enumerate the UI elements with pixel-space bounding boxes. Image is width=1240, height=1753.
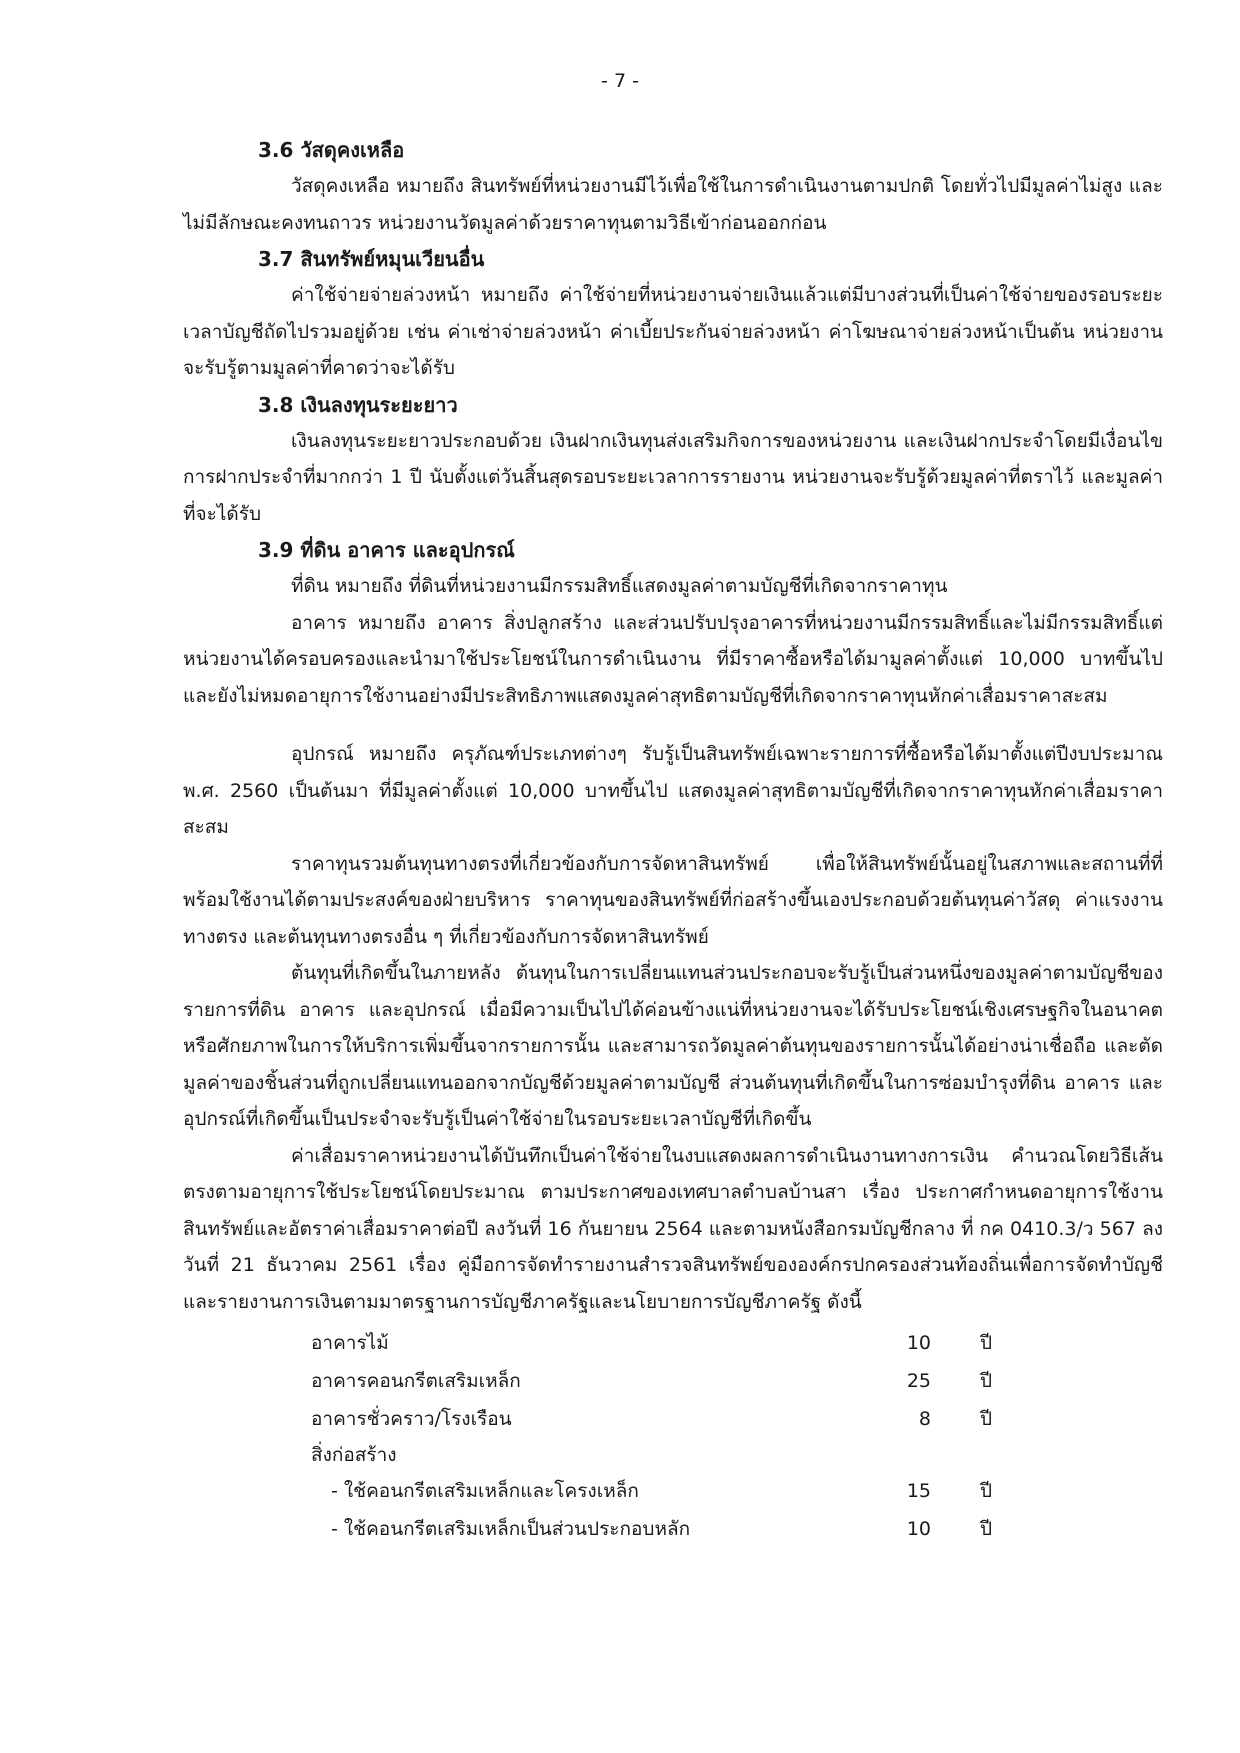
asset-name: อาคารไม้ (311, 1332, 389, 1354)
list-item (311, 1324, 1041, 1362)
years-unit: ปี (979, 1332, 993, 1354)
paragraph-cost: ราคาทุนรวมต้นทุนทางตรงที่เกี่ยวข้องกับการจัดหาสินทรัพย์ เพื่อให้สินทรัพย์นั้นอยู่ในสภาพและสถานที่ที่พร้อมใช้งานได้ตามประสงค์ของฝ่ายบริหาร ราคาทุนของสินทรัพย์ที่ก่อสร้างขึ้นเองประกอบด้วยต้นทุนค่าวัสดุ ค่าแรงงานทางตรง และต้นทุนทางตรงอื่น ๆ ที่เกี่ยวข้องกับการจัดหาสินทรัพย์ (183, 852, 1163, 948)
section-title: 3.8 เงินลงทุนระยะยาว (258, 392, 458, 417)
section-title: 3.9 ที่ดิน อาคาร และอุปกรณ์ (258, 538, 515, 562)
years-unit: ปี (979, 1408, 993, 1430)
paragraph: เงินลงทุนระยะยาวประกอบด้วย เงินฝากเงินทุนส่งเสริมกิจการของหน่วยงาน และเงินฝากประจำโดยมีเงื่อนไขการฝากประจำที่มากกว่า 1 ปี นับตั้งแต่วันสิ้นสุดรอบระยะเวลาการรายงาน หน่วยงานจะรับรู้ด้วยมูลค่าที่ตราไว้ และมูลค่าที่จะได้รับ (183, 429, 1163, 525)
asset-years: 8 (918, 1408, 931, 1430)
paragraph-building: อาคาร หมายถึง อาคาร สิ่งปลูกสร้าง และส่วนปรับปรุงอาคารที่หน่วยงานมีกรรมสิทธิ์และไม่มีกรรมสิทธิ์แต่หน่วยงานได้ครอบครองและนำมาใช้ประโยชน์ในการดำเนินงาน ที่มีราคาซื้อหรือได้มามูลค่าตั้งแต่ 10,000 บาทขึ้นไป และยังไม่หมดอายุการใช้งานอย่างมีประสิทธิภาพแสดงมูลค่าสุทธิตามบัญชีที่เกิดจากราคาทุนหักค่าเสื่อมราคาสะสม (183, 611, 1163, 707)
section-3-6 (183, 132, 1163, 241)
depreciation-list (311, 1324, 1041, 1548)
asset-name: - ใช้คอนกรีตเสริมเหล็กเป็นส่วนประกอบหลัก (331, 1518, 691, 1540)
asset-years: 10 (906, 1518, 931, 1540)
years-unit: ปี (979, 1480, 993, 1502)
paragraph-land: ที่ดิน หมายถึง ที่ดินที่หน่วยงานมีกรรมสิทธิ์แสดงมูลค่าตามบัญชีที่เกิดจากราคาทุน (291, 575, 948, 597)
section-3-8 (183, 387, 1163, 533)
asset-name: อาคารคอนกรีตเสริมเหล็ก (311, 1370, 521, 1392)
paragraph: วัสดุคงเหลือ หมายถึง สินทรัพย์ที่หน่วยงานมีไว้เพื่อใช้ในการดำเนินงานตามปกติ โดยทั่วไปมีมูลค่าไม่สูง และไม่มีลักษณะคงทนถาวร หน่วยงานวัดมูลค่าด้วยราคาทุนตามวิธีเข้าก่อนออกก่อน (183, 175, 1163, 234)
paragraph-equipment: อุปกรณ์ หมายถึง ครุภัณฑ์ประเภทต่างๆ รับรู้เป็นสินทรัพย์เฉพาะรายการที่ซื้อหรือได้มาตั้งแต่ปีงบประมาณ พ.ศ. 2560 เป็นต้นมา ที่มีมูลค่าตั้งแต่ 10,000 บาทขึ้นไป แสดงมูลค่าสุทธิตามบัญชีที่เกิดจากราคาทุนหักค่าเสื่อมราคาสะสม (183, 743, 1163, 838)
years-unit: ปี (979, 1370, 993, 1392)
section-title: 3.6 วัสดุคงเหลือ (258, 138, 405, 162)
page-number: - 7 - (601, 70, 639, 92)
list-item (311, 1400, 1041, 1438)
asset-name: - ใช้คอนกรีตเสริมเหล็กและโครงเหล็ก (331, 1480, 639, 1502)
list-item (311, 1510, 1041, 1548)
asset-years: 15 (906, 1480, 931, 1502)
asset-years: 25 (906, 1370, 931, 1392)
group-label: สิ่งก่อสร้าง (311, 1444, 397, 1466)
list-group-heading (311, 1438, 1041, 1472)
paragraph-depreciation: ค่าเสื่อมราคาหน่วยงานได้บันทึกเป็นค่าใช้จ่ายในงบแสดงผลการดำเนินงานทางการเงิน คำนวณโดยวิธีเส้นตรงตามอายุการใช้ประโยชน์โดยประมาณ ตามประกาศของเทศบาลตำบลบ้านสา เรื่อง ประกาศกำหนดอายุการใช้งานสินทรัพย์และอัตราค่าเสื่อมราคาต่อปี ลงวันที่ 16 กันยายน 2564 และตามหนังสือกรมบัญชีกลาง ที่ กค 0410.3/ว 567 ลงวันที่ 21 ธันวาคม 2561 เรื่อง คู่มือการจัดทำรายงานสำรวจสินทรัพย์ขององค์กรปกครองส่วนท้องถิ่นเพื่อการจัดทำบัญชีและรายงานการเงินตามมาตรฐานการบัญชีภาครัฐและนโยบายการบัญชีภาครัฐ ดังนี้ (183, 1144, 1163, 1313)
years-unit: ปี (979, 1518, 993, 1540)
paragraph-subsequent-cost: ต้นทุนที่เกิดขึ้นในภายหลัง ต้นทุนในการเปลี่ยนแทนส่วนประกอบจะรับรู้เป็นส่วนหนึ่งของมูลค่าตามบัญชีของรายการที่ดิน อาคาร และอุปกรณ์ เมื่อมีความเป็นไปได้ค่อนข้างแน่ที่หน่วยงานจะได้รับประโยชน์เชิงเศรษฐกิจในอนาคตหรือศักยภาพในการให้บริการเพิ่มขึ้นจากรายการนั้น และสามารถวัดมูลค่าต้นทุนของรายการนั้นได้อย่างน่าเชื่อถือ และตัดมูลค่าของชิ้นส่วนที่ถูกเปลี่ยนแทนออกจากบัญชีด้วยมูลค่าตามบัญชี ส่วนต้นทุนที่เกิดขึ้นในการซ่อมบำรุงที่ดิน อาคาร และอุปกรณ์ที่เกิดขึ้นเป็นประจำจะรับรู้เป็นค่าใช้จ่ายในรอบระยะเวลาบัญชีที่เกิดขึ้น (183, 962, 1163, 1130)
list-item (311, 1362, 1041, 1400)
asset-years: 10 (906, 1332, 931, 1354)
list-item (311, 1472, 1041, 1510)
section-3-7 (183, 241, 1163, 387)
section-3-9 (183, 532, 1163, 1320)
document-body (183, 132, 1163, 1548)
asset-name: อาคารชั่วคราว/โรงเรือน (311, 1408, 512, 1430)
section-title: 3.7 สินทรัพย์หมุนเวียนอื่น (258, 247, 485, 271)
paragraph: ค่าใช้จ่ายจ่ายล่วงหน้า หมายถึง ค่าใช้จ่ายที่หน่วยงานจ่ายเงินแล้วแต่มีบางส่วนที่เป็นค่าใช้จ่ายของรอบระยะเวลาบัญชีถัดไปรวมอยู่ด้วย เช่น ค่าเช่าจ่ายล่วงหน้า ค่าเบี้ยประกันจ่ายล่วงหน้า ค่าโฆษณาจ่ายล่วงหน้าเป็นต้น หน่วยงานจะรับรู้ตามมูลค่าที่คาดว่าจะได้รับ (183, 284, 1163, 379)
